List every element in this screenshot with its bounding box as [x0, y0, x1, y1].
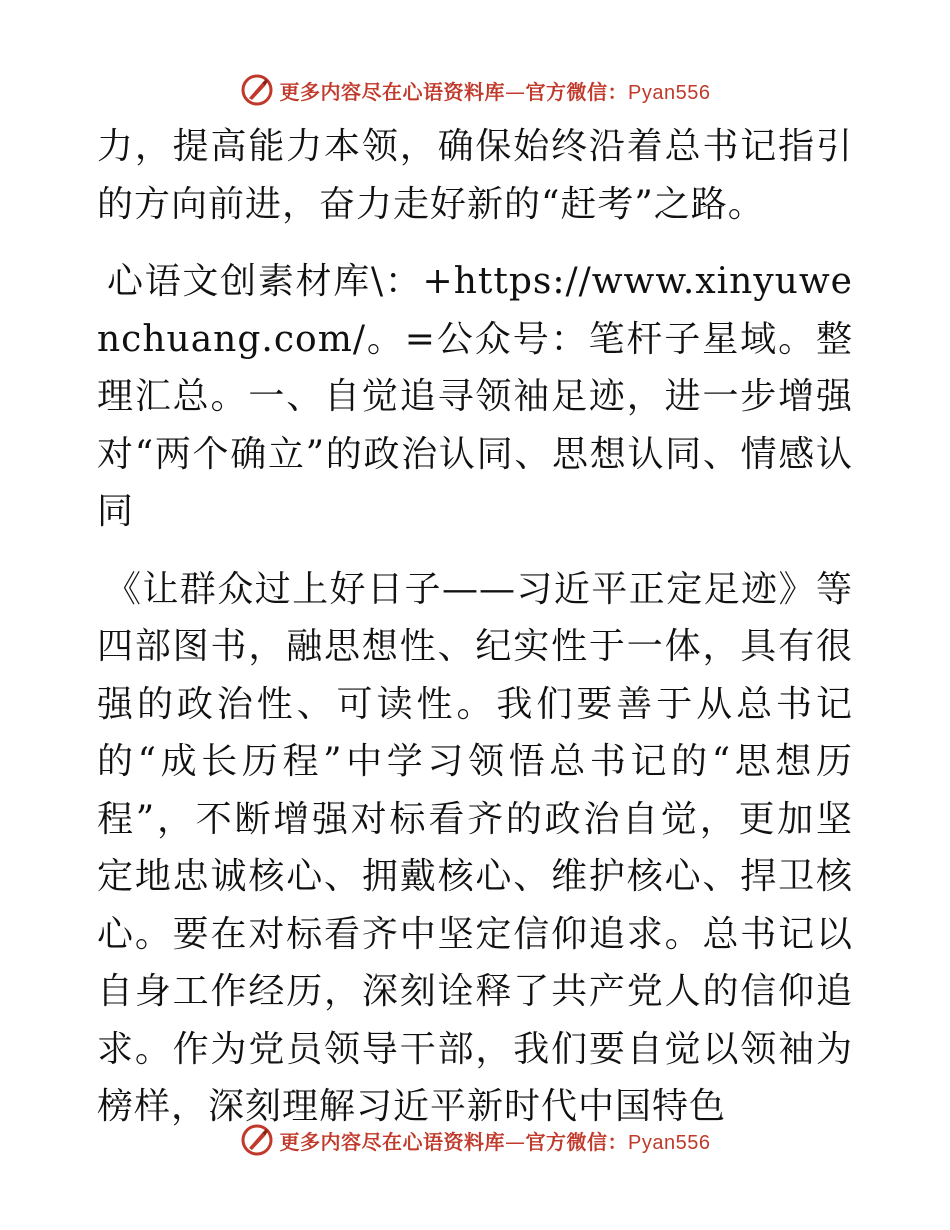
paragraph: 《让群众过上好日子——习近平正定足迹》等四部图书，融思想性、纪实性于一体，具有很强的政治性、可读性。我们要善于从总书记的“成长历程”中学习领悟总书记的“思想历程”，不断增强对标看齐的政治自觉，更加坚定地忠诚核心、拥戴核心、维护核心、捍卫核心。要在对标看齐中坚定信仰追求。总书记以自身工作经历，深刻诠释了共产党人的信仰追求。作为党员领导干部，我们要自觉以领袖为榜样，深刻理解习近平新时代中国特色 — [97, 568, 853, 1127]
watermark-separator: — — [505, 79, 526, 104]
watermark-wechat-label: 官方微信： — [525, 79, 629, 104]
paragraph: 心语文创素材库\：+https://www.xinyuwenchuang.com/。=公众号：笔杆子星域。整理汇总。一、自觉追寻领袖足迹，进一步增强对“两个确立”的政治认同、思想认同、情感认同 — [97, 261, 853, 532]
watermark-text — [280, 76, 711, 105]
watermark-separator: — — [505, 1129, 526, 1154]
watermark-wechat-id: Pyan556 — [628, 81, 711, 104]
watermark-main-text: 更多内容尽在心语资料库 — [279, 1129, 506, 1154]
paragraph: 力，提高能力本领，确保始终沿着总书记指引的方向前进，奋力走好新的“赶考”之路。 — [97, 126, 853, 225]
watermark-main-text: 更多内容尽在心语资料库 — [279, 79, 506, 104]
watermark-text — [280, 1126, 711, 1155]
watermark-wechat-id: Pyan556 — [628, 1131, 711, 1154]
pen-seal-icon — [240, 73, 274, 107]
pen-seal-icon — [240, 1123, 274, 1157]
watermark-wechat-label: 官方微信： — [525, 1129, 629, 1154]
header-watermark — [0, 70, 950, 110]
document-body — [97, 118, 853, 1136]
footer-watermark — [0, 1120, 950, 1160]
